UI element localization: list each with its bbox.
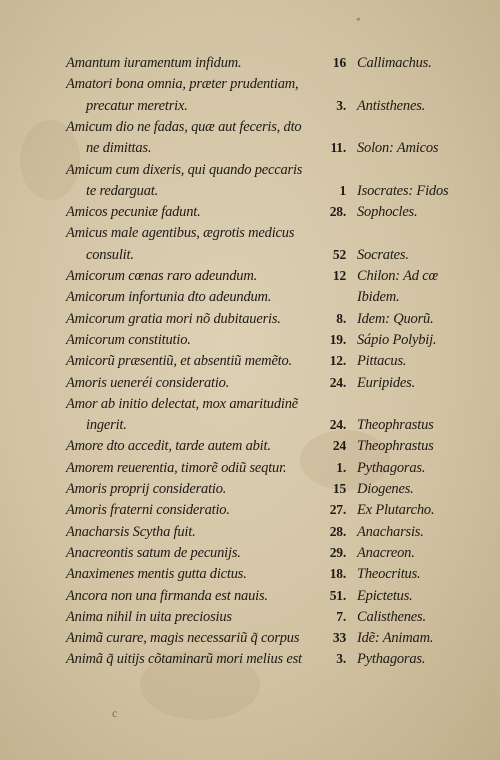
index-row <box>0 52 500 74</box>
index-row <box>0 627 500 649</box>
page-number: 12. <box>329 353 346 368</box>
index-row <box>0 585 500 607</box>
index-entry: Animã q̃ uitijs cõtaminarũ mori melius est <box>66 651 302 667</box>
index-entry: Amicus male agentibus, ægrotis medicus <box>66 225 295 241</box>
index-entry: precatur meretrix. <box>86 98 188 114</box>
author-name: Isocrates: Fidos <box>357 183 449 199</box>
index-entry: Anacreontis satum de pecunijs. <box>66 545 241 561</box>
index-row <box>0 286 500 308</box>
page-number: 15 <box>332 481 346 496</box>
author-name: Anacharsis. <box>357 524 424 540</box>
author-name: Pittacus. <box>357 353 407 369</box>
index-row <box>0 201 500 223</box>
page-number: 7. <box>336 609 346 624</box>
index-entry: Amoris fraterni consideratio. <box>66 502 230 518</box>
page-number: 3. <box>336 98 346 113</box>
index-row <box>0 606 500 628</box>
index-row <box>0 308 500 330</box>
index-entry: Amor ab initio delectat, mox amaritudinẽ <box>66 396 299 412</box>
page-number: 27. <box>329 502 346 517</box>
index-entry: Amore dto accedit, tarde autem abit. <box>66 438 271 454</box>
author-name: Ibidem. <box>357 289 400 305</box>
index-row <box>0 265 500 287</box>
index-entry: ne dimittas. <box>86 140 152 156</box>
page-number: 52 <box>332 247 346 262</box>
author-name: Epictetus. <box>357 588 413 604</box>
index-entry: ingerit. <box>86 417 127 433</box>
page-number: 3. <box>336 651 346 666</box>
author-name: Pythagoras. <box>357 651 426 667</box>
index-entry: te redarguat. <box>86 183 159 199</box>
index-row <box>0 73 500 95</box>
index-row <box>0 350 500 372</box>
page-number: 33 <box>332 630 346 645</box>
page-number: 51. <box>329 588 346 603</box>
index-row <box>0 563 500 585</box>
author-name: Sophocles. <box>357 204 418 220</box>
author-name: Ex Plutarcho. <box>357 502 435 518</box>
author-name: Calisthenes. <box>357 609 426 625</box>
index-entry: Amorem reuerentia, timorẽ odiũ seqtur. <box>66 460 287 476</box>
page-number: 28. <box>329 524 346 539</box>
index-row <box>0 457 500 479</box>
index-row <box>0 222 500 244</box>
index-row <box>0 414 500 436</box>
author-name: Idẽ: Animam. <box>357 630 434 646</box>
author-name: Idem: Quorũ. <box>357 311 434 327</box>
page-number: 12 <box>332 268 346 283</box>
index-row <box>0 435 500 457</box>
page-number: 18. <box>329 566 346 581</box>
index-row <box>0 137 500 159</box>
author-name: Euripides. <box>357 375 416 391</box>
index-row <box>0 180 500 202</box>
index-entry: Amatori bona omnia, præter prudentiam, <box>66 76 299 92</box>
author-name: Pythagoras. <box>357 460 426 476</box>
index-row <box>0 648 500 670</box>
index-entry: Amicorum infortunia dto adeundum. <box>66 289 272 305</box>
index-entry: Amicorum constitutio. <box>66 332 191 348</box>
index-row <box>0 499 500 521</box>
page-number: 1. <box>336 460 346 475</box>
author-name: Diogenes. <box>357 481 414 497</box>
index-row <box>0 244 500 266</box>
index-entry: consulit. <box>86 247 134 263</box>
index-entry: Amicorum gratia mori nõ dubitaueris. <box>66 311 281 327</box>
author-name: Sápio Polybij. <box>357 332 437 348</box>
index-row <box>0 521 500 543</box>
index-entry: Anaximenes mentis gutta dictus. <box>66 566 247 582</box>
author-name: Theocritus. <box>357 566 421 582</box>
page-number: 11. <box>330 140 346 155</box>
index-row <box>0 95 500 117</box>
index-entry: Amantum iuramentum infidum. <box>66 55 242 71</box>
author-name: Anacreon. <box>357 545 415 561</box>
author-name: Solon: Amicos <box>357 140 439 156</box>
page-number: 29. <box>329 545 346 560</box>
index-entry: Amicorũ præsentiũ, et absentiũ memẽto. <box>66 353 292 369</box>
author-name: Theophrastus <box>357 417 434 433</box>
page-number: 19. <box>329 332 346 347</box>
index-row <box>0 542 500 564</box>
author-name: Callimachus. <box>357 55 432 71</box>
index-entry: Amoris proprij consideratio. <box>66 481 227 497</box>
index-row <box>0 372 500 394</box>
author-name: Chilon: Ad cœ <box>357 268 438 284</box>
page-number: 24. <box>329 375 346 390</box>
index-entry: Amoris ueneréi consideratio. <box>66 375 230 391</box>
index-entry: Amicum dio ne fadas, quæ aut feceris, dto <box>66 119 302 135</box>
index-entry: Amicorum cœnas raro adeundum. <box>66 268 258 284</box>
index-entry: Anima nihil in uita preciosius <box>66 609 232 625</box>
author-name: Socrates. <box>357 247 409 263</box>
index-row <box>0 116 500 138</box>
index-entry: Anacharsis Scytha fuit. <box>66 524 196 540</box>
page-number: 28. <box>329 204 346 219</box>
index-entry: Ancora non una firmanda est nauis. <box>66 588 268 604</box>
index-row <box>0 329 500 351</box>
page-number: 8. <box>336 311 346 326</box>
index-row <box>0 159 500 181</box>
index-entry: Animã curare, magis necessariũ q̃ corpus <box>66 630 300 646</box>
index-row <box>0 478 500 500</box>
top-mark: * <box>356 16 361 26</box>
index-entry: Amicos pecuniæ fadunt. <box>66 204 201 220</box>
signature-mark: c <box>112 706 118 720</box>
page-number: 24 <box>332 438 346 453</box>
index-entry: Amicum cum dixeris, qui quando peccaris <box>66 162 303 178</box>
author-name: Theophrastus <box>357 438 434 454</box>
page-number: 24. <box>329 417 346 432</box>
page-number: 1 <box>339 183 346 198</box>
index-row <box>0 393 500 415</box>
author-name: Antisthenes. <box>357 98 426 114</box>
page-number: 16 <box>332 55 346 70</box>
